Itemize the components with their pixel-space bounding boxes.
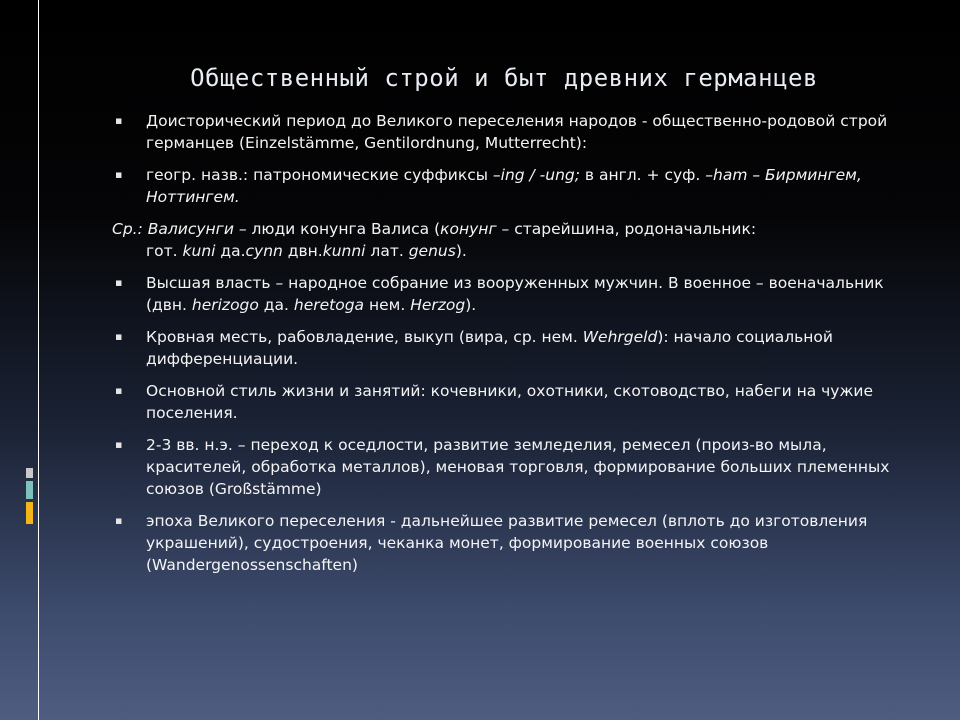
item-text: 2-3 вв. н.э. – переход к оседлости, развитие земледелия, ремесел (произ-во мыла, красителей, обработка металлов), меновая торговля, формирование больших племенных союзов (Großstämme) — [146, 436, 890, 498]
text-run: ). — [455, 242, 467, 260]
text-run-italic: Herzog — [410, 296, 466, 314]
bullet-item-6 — [112, 434, 892, 500]
item-text: эпоха Великого переселения - дальнейшее развитие ремесел (вплоть до изготовления украшений), судостроения, чеканка монет, формирование военных союзов (Wandergenossenschaften) — [146, 512, 868, 574]
text-run-italic: genus — [408, 242, 456, 260]
slide-title: Общественный строй и быт древних германцев — [190, 64, 818, 92]
bullet-item-1 — [112, 110, 892, 154]
text-run-italic: Wehrgeld — [582, 328, 658, 346]
side-accent-marks — [26, 468, 33, 527]
text-run: лат. — [365, 242, 409, 260]
text-run: в англ. + суф. — [580, 166, 706, 184]
accent-mark-yellow — [26, 502, 33, 524]
item-text — [146, 328, 833, 368]
bullet-icon: ▪ — [115, 168, 123, 181]
text-run: Кровная месть, рабовладение, выкуп (вира, ср. нем. — [146, 328, 583, 346]
text-run-italic: herizogo — [191, 296, 259, 314]
text-run-italic: Ср.: Валисунги — [112, 220, 234, 238]
text-run-italic: –ham – Бирмингем, Ноттингем. — [146, 166, 862, 206]
text-run-italic: cynn — [245, 242, 283, 260]
bullet-item-7 — [112, 510, 892, 576]
text-item-comparison — [112, 218, 892, 262]
text-run: да. — [215, 242, 246, 260]
text-run: гот. — [146, 242, 183, 260]
continuation-line — [112, 240, 892, 262]
item-text: Основной стиль жизни и занятий: кочевники, охотники, скотоводство, набеги на чужие поселения. — [146, 382, 874, 422]
text-run: ). — [465, 296, 477, 314]
left-divider-line — [38, 0, 39, 720]
bullet-item-5 — [112, 380, 892, 424]
text-run: двн. — [282, 242, 323, 260]
text-run: – люди конунга Валиса ( — [233, 220, 441, 238]
bullet-item-4 — [112, 326, 892, 370]
text-run-italic: kuni — [182, 242, 216, 260]
text-run-italic: heretoga — [293, 296, 365, 314]
text-run-italic: конунг — [440, 220, 497, 238]
accent-mark-teal — [26, 481, 33, 499]
slide-content — [112, 110, 892, 586]
text-run: Высшая власть – народное собрание из вооруженных мужчин. В военное – военачальник (двн. — [146, 274, 884, 314]
text-run: нем. — [364, 296, 411, 314]
text-run: геогр. назв.: патрономические суффиксы — [146, 166, 493, 184]
bullet-icon: ▪ — [115, 276, 123, 289]
bullet-icon: ▪ — [115, 438, 123, 451]
text-run: ): начало социальной дифференциации. — [146, 328, 833, 368]
bullet-icon: ▪ — [115, 384, 123, 397]
text-run-italic: kunni — [322, 242, 366, 260]
bullet-item-2 — [112, 164, 892, 208]
item-text — [146, 166, 862, 206]
item-text — [146, 274, 884, 314]
bullet-icon: ▪ — [115, 514, 123, 527]
bullet-item-3 — [112, 272, 892, 316]
bullet-icon: ▪ — [115, 114, 123, 127]
text-run: – старейшина, родоначальник: — [496, 220, 757, 238]
bullet-icon: ▪ — [115, 330, 123, 343]
item-text: Доисторический период до Великого переселения народов - общественно-родовой строй германцев (Einzelstämme, Gentilordnung, Mutterrecht): — [146, 112, 888, 152]
text-run: да. — [258, 296, 294, 314]
accent-mark-gray — [26, 468, 33, 478]
text-run-italic: –ing / -ung; — [492, 166, 580, 184]
